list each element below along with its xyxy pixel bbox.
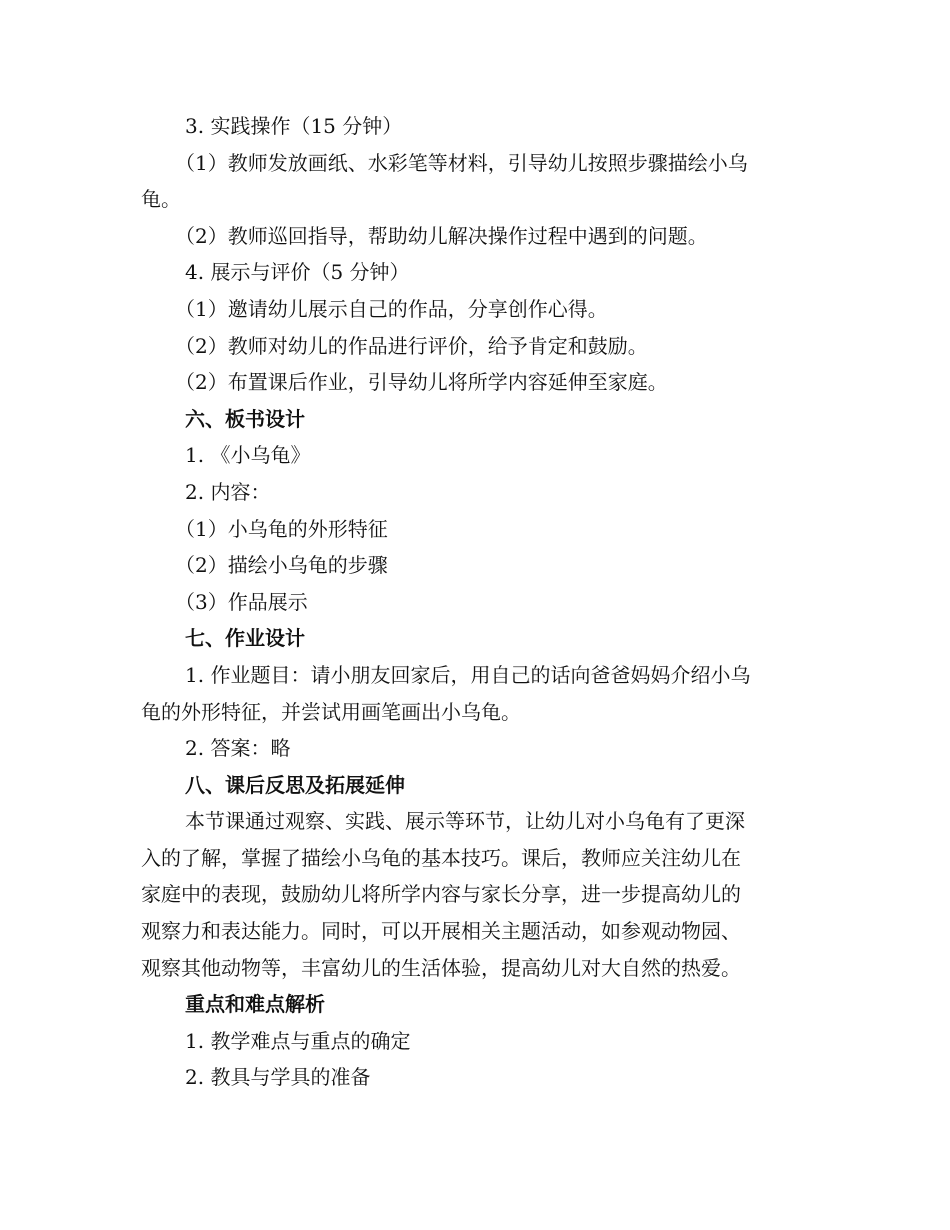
list-item: （2）教师巡回指导，帮助幼儿解决操作过程中遇到的问题。 xyxy=(175,223,708,248)
list-item: （1）邀请幼儿展示自己的作品，分享创作心得。 xyxy=(175,296,608,321)
paragraph-line: 本节课通过观察、实践、展示等环节，让幼儿对小乌龟有了更深 xyxy=(185,809,745,834)
list-item-continuation: 龟的外形特征，并尝试用画笔画出小乌龟。 xyxy=(141,699,521,724)
list-item: 2. 内容： xyxy=(185,479,271,504)
list-item: （2）描绘小乌龟的步骤 xyxy=(175,553,388,578)
list-item: （1）小乌龟的外形特征 xyxy=(175,516,388,541)
list-item: 2. 教具与学具的准备 xyxy=(185,1065,371,1090)
paragraph-line: 入的了解，掌握了描绘小乌龟的基本技巧。课后，教师应关注幼儿在 xyxy=(141,845,741,870)
list-item: （2）布置课后作业，引导幼儿将所学内容延伸至家庭。 xyxy=(175,370,668,395)
list-item: 1. 教学难点与重点的确定 xyxy=(185,1028,411,1053)
list-item: （3）作品展示 xyxy=(175,589,308,614)
section-heading-board-design: 六、板书设计 xyxy=(185,406,305,431)
section-heading-homework: 七、作业设计 xyxy=(185,626,305,651)
step-heading-practice: 3. 实践操作（15 分钟） xyxy=(185,114,403,138)
paragraph-line: 观察力和表达能力。同时，可以开展相关主题活动，如参观动物园、 xyxy=(141,919,741,944)
paragraph-line: 家庭中的表现，鼓励幼儿将所学内容与家长分享，进一步提高幼儿的 xyxy=(141,882,741,907)
list-item-continuation: 龟。 xyxy=(141,187,181,212)
list-item: （2）教师对幼儿的作品进行评价，给予肯定和鼓励。 xyxy=(175,333,648,358)
section-heading-reflection: 八、课后反思及拓展延伸 xyxy=(185,772,405,797)
list-item: 1. 作业题目：请小朋友回家后，用自己的话向爸爸妈妈介绍小乌 xyxy=(185,662,751,687)
list-item: 1. 《小乌龟》 xyxy=(185,443,311,468)
step-heading-display: 4. 展示与评价（5 分钟） xyxy=(185,260,410,285)
list-item: 2. 答案：略 xyxy=(185,736,291,761)
section-heading-key-points: 重点和难点解析 xyxy=(185,992,325,1017)
paragraph-line: 观察其他动物等，丰富幼儿的生活体验，提高幼儿对大自然的热爱。 xyxy=(141,955,741,980)
document-body xyxy=(141,108,805,1096)
list-item: （1）教师发放画纸、水彩笔等材料，引导幼儿按照步骤描绘小乌 xyxy=(175,150,748,175)
